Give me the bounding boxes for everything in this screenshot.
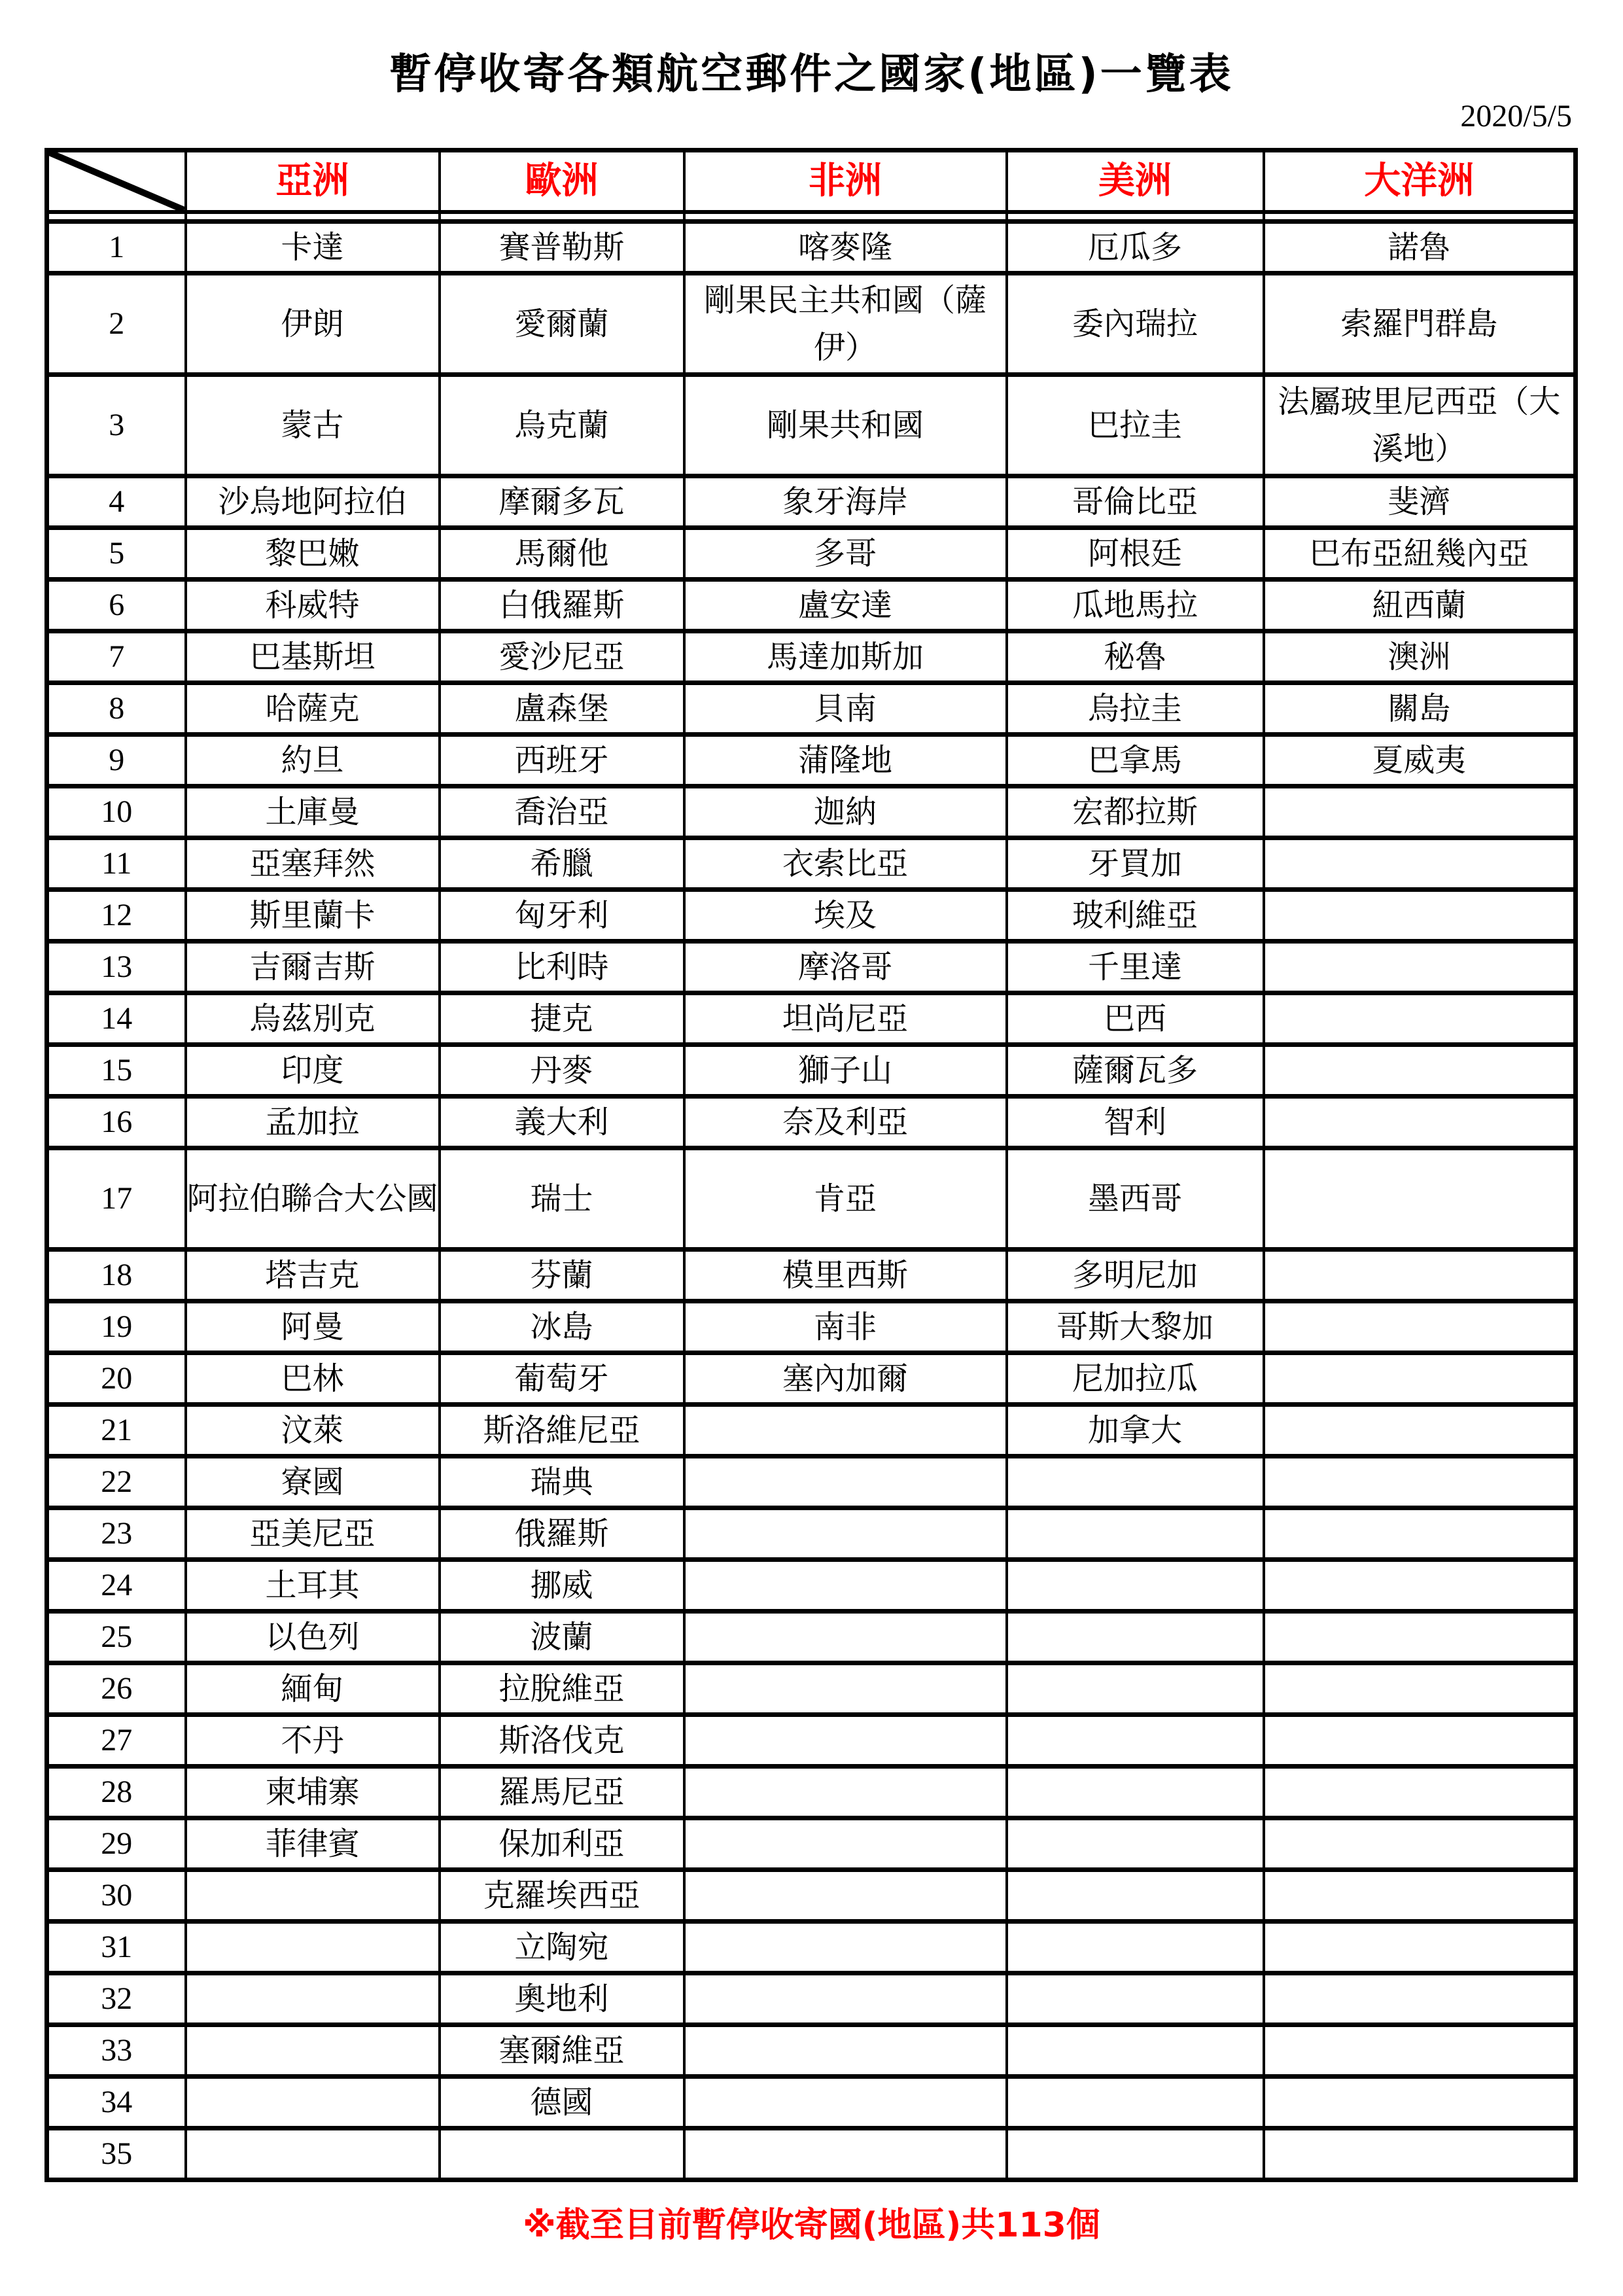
cell-africa bbox=[684, 2128, 1007, 2180]
table-row bbox=[47, 1353, 1576, 1405]
cell-africa: 摩洛哥 bbox=[684, 942, 1007, 993]
cell-europe: 葡萄牙 bbox=[440, 1353, 684, 1405]
cell-africa: 肯亞 bbox=[684, 1148, 1007, 1250]
cell-asia: 不丹 bbox=[186, 1715, 440, 1767]
cell-europe: 摩爾多瓦 bbox=[440, 476, 684, 528]
row-number: 4 bbox=[47, 476, 186, 528]
cell-europe: 冰島 bbox=[440, 1301, 684, 1353]
cell-africa bbox=[684, 1560, 1007, 1612]
cell-asia: 巴基斯坦 bbox=[186, 631, 440, 683]
column-header-america: 美洲 bbox=[1007, 150, 1264, 213]
cell-oceania: 澳洲 bbox=[1264, 631, 1576, 683]
row-number: 11 bbox=[47, 838, 186, 890]
row-number: 5 bbox=[47, 528, 186, 580]
cell-oceania bbox=[1264, 1818, 1576, 1870]
row-number: 27 bbox=[47, 1715, 186, 1767]
cell-africa: 多哥 bbox=[684, 528, 1007, 580]
cell-asia: 土耳其 bbox=[186, 1560, 440, 1612]
cell-america: 委內瑞拉 bbox=[1007, 274, 1264, 375]
table-row bbox=[47, 2025, 1576, 2077]
cell-europe: 瑞士 bbox=[440, 1148, 684, 1250]
cell-america: 巴拉圭 bbox=[1007, 375, 1264, 476]
cell-europe: 烏克蘭 bbox=[440, 375, 684, 476]
cell-oceania bbox=[1264, 1612, 1576, 1663]
cell-america bbox=[1007, 1715, 1264, 1767]
cell-africa bbox=[684, 2077, 1007, 2128]
row-number: 12 bbox=[47, 890, 186, 942]
table-row bbox=[47, 1097, 1576, 1148]
cell-europe: 波蘭 bbox=[440, 1612, 684, 1663]
table-row bbox=[47, 1870, 1576, 1922]
cell-europe: 立陶宛 bbox=[440, 1922, 684, 1973]
cell-asia: 沙烏地阿拉伯 bbox=[186, 476, 440, 528]
cell-europe: 捷克 bbox=[440, 993, 684, 1045]
cell-america: 多明尼加 bbox=[1007, 1250, 1264, 1301]
cell-oceania: 關島 bbox=[1264, 683, 1576, 735]
row-number: 10 bbox=[47, 786, 186, 838]
cell-oceania: 諾魯 bbox=[1264, 222, 1576, 274]
cell-europe: 希臘 bbox=[440, 838, 684, 890]
row-number: 14 bbox=[47, 993, 186, 1045]
cell-asia bbox=[186, 2128, 440, 2180]
cell-oceania bbox=[1264, 1663, 1576, 1715]
cell-oceania bbox=[1264, 993, 1576, 1045]
cell-oceania bbox=[1264, 1457, 1576, 1508]
cell-africa: 坦尚尼亞 bbox=[684, 993, 1007, 1045]
row-number: 32 bbox=[47, 1973, 186, 2025]
cell-africa: 盧安達 bbox=[684, 580, 1007, 631]
table-row bbox=[47, 942, 1576, 993]
cell-america: 玻利維亞 bbox=[1007, 890, 1264, 942]
cell-america bbox=[1007, 1560, 1264, 1612]
row-number: 35 bbox=[47, 2128, 186, 2180]
cell-europe: 愛沙尼亞 bbox=[440, 631, 684, 683]
table-row bbox=[47, 1045, 1576, 1097]
cell-oceania bbox=[1264, 942, 1576, 993]
cell-europe: 斯洛伐克 bbox=[440, 1715, 684, 1767]
table-row bbox=[47, 1405, 1576, 1457]
cell-oceania bbox=[1264, 1560, 1576, 1612]
cell-america bbox=[1007, 2128, 1264, 2180]
cell-asia: 烏茲別克 bbox=[186, 993, 440, 1045]
table-row bbox=[47, 2128, 1576, 2180]
row-number: 16 bbox=[47, 1097, 186, 1148]
cell-africa: 塞內加爾 bbox=[684, 1353, 1007, 1405]
cell-europe: 斯洛維尼亞 bbox=[440, 1405, 684, 1457]
table-row bbox=[47, 1818, 1576, 1870]
cell-asia: 黎巴嫩 bbox=[186, 528, 440, 580]
cell-europe: 拉脫維亞 bbox=[440, 1663, 684, 1715]
row-number: 19 bbox=[47, 1301, 186, 1353]
cell-oceania bbox=[1264, 2077, 1576, 2128]
cell-america: 巴拿馬 bbox=[1007, 735, 1264, 786]
cell-america bbox=[1007, 1767, 1264, 1818]
table-row bbox=[47, 1301, 1576, 1353]
cell-europe: 德國 bbox=[440, 2077, 684, 2128]
cell-europe: 盧森堡 bbox=[440, 683, 684, 735]
cell-africa bbox=[684, 1405, 1007, 1457]
cell-oceania bbox=[1264, 2025, 1576, 2077]
cell-oceania bbox=[1264, 1870, 1576, 1922]
cell-africa: 模里西斯 bbox=[684, 1250, 1007, 1301]
row-number: 30 bbox=[47, 1870, 186, 1922]
table-row bbox=[47, 786, 1576, 838]
cell-asia: 柬埔寨 bbox=[186, 1767, 440, 1818]
table-row bbox=[47, 993, 1576, 1045]
cell-asia: 印度 bbox=[186, 1045, 440, 1097]
cell-asia: 汶萊 bbox=[186, 1405, 440, 1457]
cell-europe bbox=[440, 2128, 684, 2180]
cell-africa: 剛果民主共和國（薩伊） bbox=[684, 274, 1007, 375]
cell-america bbox=[1007, 1612, 1264, 1663]
cell-america: 牙買加 bbox=[1007, 838, 1264, 890]
cell-oceania bbox=[1264, 786, 1576, 838]
row-number: 15 bbox=[47, 1045, 186, 1097]
cell-asia: 科威特 bbox=[186, 580, 440, 631]
cell-africa: 貝南 bbox=[684, 683, 1007, 735]
cell-europe: 保加利亞 bbox=[440, 1818, 684, 1870]
row-number: 21 bbox=[47, 1405, 186, 1457]
cell-america bbox=[1007, 1818, 1264, 1870]
row-number: 18 bbox=[47, 1250, 186, 1301]
cell-oceania bbox=[1264, 838, 1576, 890]
cell-africa: 剛果共和國 bbox=[684, 375, 1007, 476]
table-row bbox=[47, 1250, 1576, 1301]
cell-africa bbox=[684, 1508, 1007, 1560]
cell-asia: 以色列 bbox=[186, 1612, 440, 1663]
cell-africa bbox=[684, 1767, 1007, 1818]
table-row bbox=[47, 838, 1576, 890]
cell-africa: 馬達加斯加 bbox=[684, 631, 1007, 683]
cell-africa: 獅子山 bbox=[684, 1045, 1007, 1097]
cell-africa bbox=[684, 1870, 1007, 1922]
cell-america: 宏都拉斯 bbox=[1007, 786, 1264, 838]
cell-america: 阿根廷 bbox=[1007, 528, 1264, 580]
cell-europe: 喬治亞 bbox=[440, 786, 684, 838]
cell-america: 墨西哥 bbox=[1007, 1148, 1264, 1250]
cell-america: 哥斯大黎加 bbox=[1007, 1301, 1264, 1353]
cell-asia bbox=[186, 1870, 440, 1922]
cell-asia: 巴林 bbox=[186, 1353, 440, 1405]
table-row bbox=[47, 1148, 1576, 1250]
cell-oceania bbox=[1264, 1973, 1576, 2025]
cell-asia: 寮國 bbox=[186, 1457, 440, 1508]
cell-asia: 塔吉克 bbox=[186, 1250, 440, 1301]
table-row bbox=[47, 1508, 1576, 1560]
row-number: 34 bbox=[47, 2077, 186, 2128]
row-number: 24 bbox=[47, 1560, 186, 1612]
cell-europe: 義大利 bbox=[440, 1097, 684, 1148]
cell-europe: 克羅埃西亞 bbox=[440, 1870, 684, 1922]
cell-asia: 亞美尼亞 bbox=[186, 1508, 440, 1560]
cell-america bbox=[1007, 1870, 1264, 1922]
cell-europe: 奧地利 bbox=[440, 1973, 684, 2025]
cell-oceania bbox=[1264, 1097, 1576, 1148]
cell-asia: 亞塞拜然 bbox=[186, 838, 440, 890]
cell-asia: 約旦 bbox=[186, 735, 440, 786]
row-number: 25 bbox=[47, 1612, 186, 1663]
cell-europe: 塞爾維亞 bbox=[440, 2025, 684, 2077]
cell-oceania bbox=[1264, 1715, 1576, 1767]
suspended-countries-table bbox=[44, 148, 1578, 2182]
table-row bbox=[47, 1715, 1576, 1767]
cell-africa: 奈及利亞 bbox=[684, 1097, 1007, 1148]
cell-oceania bbox=[1264, 1508, 1576, 1560]
table-row bbox=[47, 274, 1576, 375]
cell-oceania bbox=[1264, 1405, 1576, 1457]
cell-africa: 埃及 bbox=[684, 890, 1007, 942]
row-number: 1 bbox=[47, 222, 186, 274]
table-row bbox=[47, 222, 1576, 274]
cell-america: 烏拉圭 bbox=[1007, 683, 1264, 735]
cell-europe: 愛爾蘭 bbox=[440, 274, 684, 375]
cell-africa bbox=[684, 1922, 1007, 1973]
cell-europe: 羅馬尼亞 bbox=[440, 1767, 684, 1818]
table-row bbox=[47, 1663, 1576, 1715]
cell-africa bbox=[684, 1715, 1007, 1767]
cell-america bbox=[1007, 1922, 1264, 1973]
row-number: 26 bbox=[47, 1663, 186, 1715]
cell-oceania: 巴布亞紐幾內亞 bbox=[1264, 528, 1576, 580]
cell-europe: 芬蘭 bbox=[440, 1250, 684, 1301]
cell-oceania bbox=[1264, 1148, 1576, 1250]
cell-asia: 孟加拉 bbox=[186, 1097, 440, 1148]
cell-asia: 蒙古 bbox=[186, 375, 440, 476]
cell-europe: 丹麥 bbox=[440, 1045, 684, 1097]
cell-asia: 阿拉伯聯合大公國 bbox=[186, 1148, 440, 1250]
cell-europe: 白俄羅斯 bbox=[440, 580, 684, 631]
cell-africa bbox=[684, 1663, 1007, 1715]
row-number: 33 bbox=[47, 2025, 186, 2077]
cell-america bbox=[1007, 1663, 1264, 1715]
table-row bbox=[47, 735, 1576, 786]
column-header-europe: 歐洲 bbox=[440, 150, 684, 213]
cell-asia: 土庫曼 bbox=[186, 786, 440, 838]
table-row bbox=[47, 2077, 1576, 2128]
table-row bbox=[47, 1560, 1576, 1612]
table-row bbox=[47, 375, 1576, 476]
cell-america: 千里達 bbox=[1007, 942, 1264, 993]
column-header-asia: 亞洲 bbox=[186, 150, 440, 213]
cell-america: 智利 bbox=[1007, 1097, 1264, 1148]
cell-africa: 喀麥隆 bbox=[684, 222, 1007, 274]
cell-africa bbox=[684, 1457, 1007, 1508]
column-header-oceania: 大洋洲 bbox=[1264, 150, 1576, 213]
cell-oceania bbox=[1264, 890, 1576, 942]
cell-oceania: 斐濟 bbox=[1264, 476, 1576, 528]
cell-america bbox=[1007, 2077, 1264, 2128]
cell-america: 巴西 bbox=[1007, 993, 1264, 1045]
cell-oceania bbox=[1264, 1301, 1576, 1353]
cell-america: 哥倫比亞 bbox=[1007, 476, 1264, 528]
cell-europe: 俄羅斯 bbox=[440, 1508, 684, 1560]
cell-oceania: 索羅門群島 bbox=[1264, 274, 1576, 375]
cell-america: 尼加拉瓜 bbox=[1007, 1353, 1264, 1405]
cell-oceania bbox=[1264, 1045, 1576, 1097]
row-number: 13 bbox=[47, 942, 186, 993]
cell-asia: 卡達 bbox=[186, 222, 440, 274]
row-number: 6 bbox=[47, 580, 186, 631]
cell-asia bbox=[186, 1922, 440, 1973]
cell-africa: 蒲隆地 bbox=[684, 735, 1007, 786]
table-row bbox=[47, 528, 1576, 580]
column-header-africa: 非洲 bbox=[684, 150, 1007, 213]
cell-africa: 象牙海岸 bbox=[684, 476, 1007, 528]
table-row bbox=[47, 1922, 1576, 1973]
cell-asia bbox=[186, 1973, 440, 2025]
row-number: 2 bbox=[47, 274, 186, 375]
cell-oceania bbox=[1264, 1767, 1576, 1818]
table-row bbox=[47, 1767, 1576, 1818]
cell-oceania: 夏威夷 bbox=[1264, 735, 1576, 786]
cell-america bbox=[1007, 1973, 1264, 2025]
cell-africa bbox=[684, 1973, 1007, 2025]
cell-oceania bbox=[1264, 1922, 1576, 1973]
cell-asia: 哈薩克 bbox=[186, 683, 440, 735]
table-row bbox=[47, 1457, 1576, 1508]
cell-oceania: 法屬玻里尼西亞（大溪地） bbox=[1264, 375, 1576, 476]
page-title: 暫停收寄各類航空郵件之國家(地區)一覽表 bbox=[389, 50, 1234, 99]
cell-america: 薩爾瓦多 bbox=[1007, 1045, 1264, 1097]
cell-america: 加拿大 bbox=[1007, 1405, 1264, 1457]
cell-africa bbox=[684, 2025, 1007, 2077]
row-number: 23 bbox=[47, 1508, 186, 1560]
cell-america: 秘魯 bbox=[1007, 631, 1264, 683]
cell-asia: 阿曼 bbox=[186, 1301, 440, 1353]
row-number: 7 bbox=[47, 631, 186, 683]
cell-america: 瓜地馬拉 bbox=[1007, 580, 1264, 631]
cell-america bbox=[1007, 2025, 1264, 2077]
cell-oceania bbox=[1264, 1250, 1576, 1301]
table-row bbox=[47, 890, 1576, 942]
cell-africa bbox=[684, 1612, 1007, 1663]
cell-asia bbox=[186, 2077, 440, 2128]
cell-europe: 馬爾他 bbox=[440, 528, 684, 580]
row-number: 29 bbox=[47, 1818, 186, 1870]
row-number: 31 bbox=[47, 1922, 186, 1973]
table-row bbox=[47, 476, 1576, 528]
row-number: 28 bbox=[47, 1767, 186, 1818]
cell-oceania: 紐西蘭 bbox=[1264, 580, 1576, 631]
cell-europe: 賽普勒斯 bbox=[440, 222, 684, 274]
cell-asia: 斯里蘭卡 bbox=[186, 890, 440, 942]
cell-asia: 緬甸 bbox=[186, 1663, 440, 1715]
cell-europe: 比利時 bbox=[440, 942, 684, 993]
cell-america: 厄瓜多 bbox=[1007, 222, 1264, 274]
header-double-rule bbox=[47, 212, 1576, 222]
cell-asia: 菲律賓 bbox=[186, 1818, 440, 1870]
table-body bbox=[47, 222, 1576, 2180]
cell-oceania bbox=[1264, 2128, 1576, 2180]
table-row bbox=[47, 580, 1576, 631]
row-number: 8 bbox=[47, 683, 186, 735]
row-number: 17 bbox=[47, 1148, 186, 1250]
cell-america bbox=[1007, 1508, 1264, 1560]
row-number: 3 bbox=[47, 375, 186, 476]
cell-africa: 衣索比亞 bbox=[684, 838, 1007, 890]
table-row bbox=[47, 683, 1576, 735]
cell-america bbox=[1007, 1457, 1264, 1508]
cell-africa: 迦納 bbox=[684, 786, 1007, 838]
cell-europe: 匈牙利 bbox=[440, 890, 684, 942]
row-number: 22 bbox=[47, 1457, 186, 1508]
cell-africa bbox=[684, 1818, 1007, 1870]
diagonal-divider-icon bbox=[49, 152, 184, 210]
row-number: 20 bbox=[47, 1353, 186, 1405]
table-row bbox=[47, 1973, 1576, 2025]
cell-asia: 伊朗 bbox=[186, 274, 440, 375]
row-number: 9 bbox=[47, 735, 186, 786]
cell-europe: 瑞典 bbox=[440, 1457, 684, 1508]
table-row bbox=[47, 631, 1576, 683]
table-corner-cell bbox=[47, 150, 186, 213]
cell-africa: 南非 bbox=[684, 1301, 1007, 1353]
document-date: 2020/5/5 bbox=[1460, 99, 1572, 133]
cell-europe: 挪威 bbox=[440, 1560, 684, 1612]
cell-asia: 吉爾吉斯 bbox=[186, 942, 440, 993]
cell-europe: 西班牙 bbox=[440, 735, 684, 786]
cell-oceania bbox=[1264, 1353, 1576, 1405]
total-count-note: ※截至目前暫停收寄國(地區)共113個 bbox=[523, 2206, 1100, 2245]
table-row bbox=[47, 1612, 1576, 1663]
cell-asia bbox=[186, 2025, 440, 2077]
